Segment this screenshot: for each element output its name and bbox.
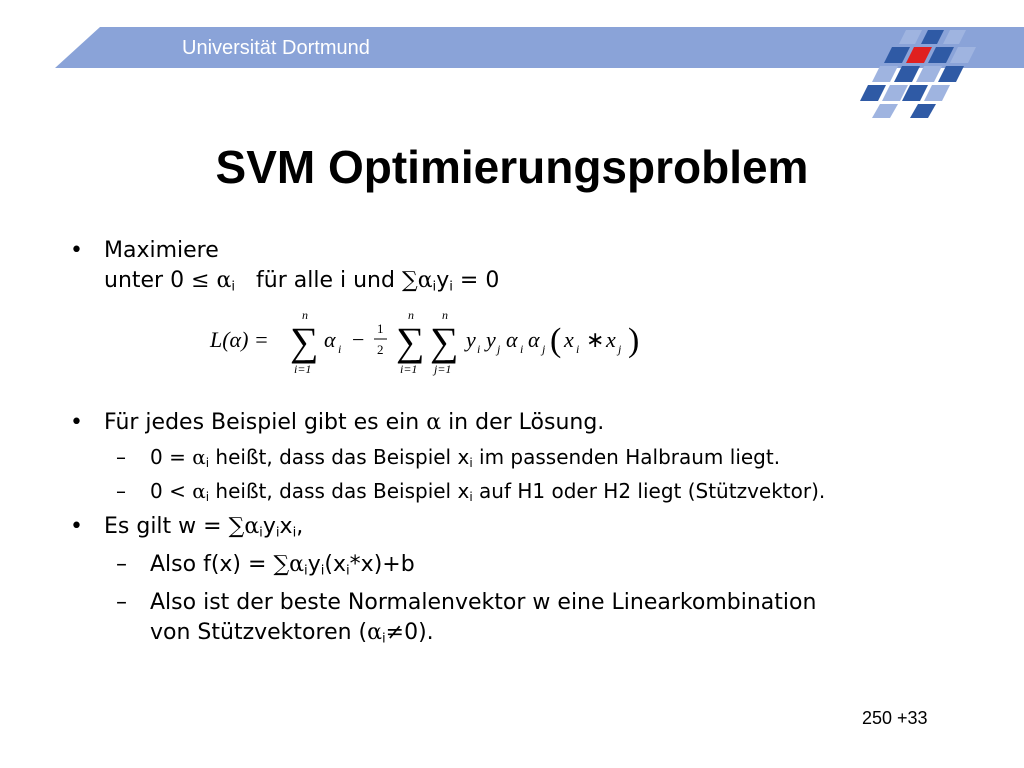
subscript: i — [381, 631, 386, 647]
fraction-denominator: 2 — [377, 342, 384, 357]
y-symbol: y — [486, 327, 496, 352]
dash-icon: – — [116, 590, 127, 615]
bullet-text: Es gilt w = — [104, 514, 222, 539]
fraction-numerator: 1 — [377, 321, 384, 336]
right-paren: ) — [628, 322, 640, 359]
lower-limit: i=1 — [400, 362, 418, 376]
subscript: i — [338, 342, 342, 356]
alpha-symbol: α — [192, 445, 206, 469]
subscript: i — [432, 279, 437, 295]
sub-bullet-text: heißt, dass das Beispiel x — [215, 479, 470, 503]
bullet-text: y — [436, 268, 450, 293]
sum-symbol: ∑ — [273, 552, 290, 577]
upper-limit: n — [408, 308, 414, 322]
bullet-maximize — [70, 236, 970, 296]
formula-graphic — [204, 305, 664, 385]
dual-lagrangian-formula — [204, 305, 664, 385]
sub-bullet-text: *x)+b — [349, 552, 415, 577]
subscript: i — [469, 490, 473, 504]
alpha-symbol: α — [417, 268, 433, 293]
sub-bullet-text: y — [307, 552, 321, 577]
bullet-text: Für jedes Beispiel gibt es ein — [104, 410, 420, 435]
sub-bullet-alpha-zero — [70, 442, 970, 472]
sub-bullet-text: von Stützvektoren ( — [150, 620, 368, 645]
neq-symbol: ≠ — [385, 620, 405, 645]
upper-limit: n — [442, 308, 448, 322]
alpha-symbol: α — [289, 552, 305, 577]
bullet-dot-icon: • — [70, 410, 83, 435]
y-symbol: y — [466, 327, 476, 352]
subscript: i — [205, 490, 210, 504]
subscript: i — [292, 525, 297, 541]
bullet-text: Maximiere — [104, 238, 219, 263]
subscript: i — [449, 279, 453, 295]
bullet-weight-vector — [70, 512, 970, 542]
alpha-symbol: α — [528, 327, 540, 352]
dash-icon: – — [116, 445, 126, 469]
header-banner — [0, 0, 1024, 120]
formula-lhs: L(α) = — [210, 327, 269, 352]
slide-content — [70, 236, 970, 648]
bullet-text: in der Lösung. — [448, 410, 605, 435]
sub-bullet-text: im passenden Halbraum liegt. — [479, 445, 781, 469]
subscript: i — [259, 525, 263, 541]
sigma-symbol: ∑ — [396, 319, 425, 364]
subscript: j — [618, 342, 622, 356]
subscript: i — [231, 279, 236, 295]
lower-limit: i=1 — [294, 362, 312, 376]
subscript: i — [205, 456, 210, 470]
subscript: i — [320, 563, 325, 579]
alpha-symbol: α — [426, 410, 442, 435]
alpha-symbol: α — [506, 327, 518, 352]
bullet-text: , — [296, 514, 304, 539]
sum-symbol: ∑ — [401, 268, 418, 293]
sub-bullet-alpha-positive — [70, 476, 970, 506]
bullet-text: = 0 — [459, 268, 500, 293]
subscript: i — [477, 342, 481, 356]
sub-bullet-text: 0 = — [150, 445, 186, 469]
leq-symbol: ≤ — [191, 268, 210, 293]
sub-bullet-normal-vector — [70, 588, 970, 648]
subscript: j — [542, 342, 546, 356]
subscript: j — [497, 342, 501, 356]
subscript: i — [576, 342, 580, 356]
university-name: Universität Dortmund — [182, 37, 370, 59]
sub-bullet-text: heißt, dass das Beispiel x — [215, 445, 470, 469]
minus-symbol: − — [352, 327, 365, 352]
times-symbol: ∗ — [586, 327, 605, 352]
alpha-symbol: α — [216, 268, 232, 293]
sub-bullet-text: (x — [324, 552, 346, 577]
bullet-text: y — [262, 514, 276, 539]
subscript: i — [520, 342, 524, 356]
x-symbol: x — [606, 327, 616, 352]
alpha-symbol: α — [324, 327, 336, 352]
sum-symbol: ∑ — [228, 514, 245, 539]
upper-limit: n — [302, 308, 308, 322]
dash-icon: – — [116, 552, 127, 577]
lower-limit: j=1 — [434, 362, 452, 376]
bullet-dot-icon: • — [70, 514, 83, 539]
bullet-dot-icon: • — [70, 238, 83, 263]
alpha-symbol: α — [244, 514, 260, 539]
subscript: i — [304, 563, 308, 579]
alpha-symbol: α — [192, 479, 206, 503]
bullet-alpha-solution — [70, 408, 970, 438]
sub-bullet-text: 0). — [404, 620, 434, 645]
sub-bullet-text: auf H1 oder H2 liegt (Stützvektor). — [479, 479, 826, 503]
sub-bullet-text: Also ist der beste Normalenvektor w eine Linearkombination — [150, 590, 817, 615]
banner-graphic — [0, 0, 1024, 120]
left-paren: ( — [550, 322, 562, 359]
subscript: i — [469, 456, 473, 470]
sub-bullet-decision-function — [70, 550, 970, 580]
subscript: i — [275, 525, 280, 541]
sigma-symbol: ∑ — [290, 319, 319, 364]
x-symbol: x — [564, 327, 574, 352]
bullet-text: unter 0 — [104, 268, 185, 293]
dash-icon: – — [116, 479, 126, 503]
page-number: 250 +33 — [862, 708, 928, 728]
bullet-text: x — [279, 514, 293, 539]
subscript: i — [346, 563, 350, 579]
sigma-symbol: ∑ — [430, 319, 459, 364]
sub-bullet-text: Also f(x) = — [150, 552, 267, 577]
sub-bullet-text: 0 < — [150, 479, 186, 503]
alpha-symbol: α — [367, 620, 382, 645]
bullet-text: für alle i und — [256, 268, 395, 293]
slide-title: SVM Optimierungsproblem — [215, 141, 809, 193]
